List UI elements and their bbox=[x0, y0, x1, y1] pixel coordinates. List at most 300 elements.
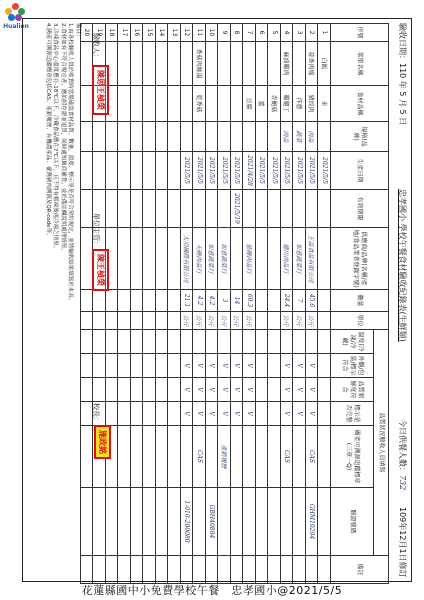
col-cert: 國產可溯源追蹤標章(三章一Q) bbox=[331, 426, 374, 488]
cell-note bbox=[193, 556, 206, 584]
col-temp: 溫度(冷凍/冷藏) bbox=[331, 330, 374, 354]
cell-label: V bbox=[193, 402, 206, 426]
cell-note bbox=[206, 556, 219, 584]
cell-note bbox=[268, 556, 281, 584]
cell-note bbox=[218, 556, 231, 584]
cell-supplier: 王品食品有限公司 bbox=[306, 228, 319, 290]
note-heading: 備註： bbox=[75, 23, 81, 40]
cell-empty bbox=[118, 122, 131, 152]
cell-seq: 17 bbox=[118, 24, 131, 42]
cell-spec bbox=[206, 122, 219, 152]
cell-temp bbox=[306, 330, 319, 354]
cell-cert-no bbox=[281, 488, 294, 556]
cell-qty: 4.2 bbox=[206, 290, 219, 312]
cell-prod-date: 2021/5/5 bbox=[318, 152, 331, 190]
cell-prod-date: 2021/4/28 bbox=[243, 152, 256, 190]
cell-temp bbox=[181, 330, 194, 354]
cell-appearance: V bbox=[206, 354, 219, 378]
cell-seq: 8 bbox=[231, 24, 244, 42]
cell-expiry bbox=[243, 190, 256, 228]
cell-freshness: V bbox=[281, 378, 294, 402]
cell-cert: CAS bbox=[306, 426, 319, 488]
cell-appearance: V bbox=[181, 354, 194, 378]
cell-qty: 60.3 bbox=[243, 290, 256, 312]
col-appearance: 外觀/包裝/標示符合 bbox=[331, 354, 374, 378]
cell-empty bbox=[143, 556, 156, 584]
cell-qty: 14 bbox=[231, 290, 244, 312]
cell-ingredient: 洋蔥 bbox=[293, 86, 306, 122]
unit-head-seal-stamp: 陳王楨榮 bbox=[92, 249, 109, 291]
rotated-page bbox=[23, 19, 411, 581]
cell-empty bbox=[156, 190, 169, 228]
cell-seq: 3 bbox=[293, 24, 306, 42]
cell-supplier bbox=[318, 228, 331, 290]
cell-empty bbox=[168, 190, 181, 228]
cell-empty bbox=[168, 330, 181, 354]
col-qty: 數量 bbox=[331, 290, 389, 312]
cell-note bbox=[243, 556, 256, 584]
cell-empty bbox=[131, 290, 144, 312]
table-row bbox=[193, 24, 206, 584]
cell-spec bbox=[268, 122, 281, 152]
cell-spec bbox=[318, 122, 331, 152]
cell-empty bbox=[143, 378, 156, 402]
cell-unit: 公斤 bbox=[243, 312, 256, 330]
cell-ingredient: 豬絞肉 bbox=[306, 86, 319, 122]
cell-empty bbox=[131, 556, 144, 584]
cell-cert-no bbox=[243, 488, 256, 556]
serving-count bbox=[397, 419, 408, 490]
table-row bbox=[281, 24, 294, 584]
note-item: 3.冷凍食品中心溫度應在-18℃以下，冷藏食品應在7℃以下，且不得有解凍後再冷凍之情形。 bbox=[52, 23, 59, 252]
cell-temp bbox=[218, 330, 231, 354]
cell-freshness bbox=[268, 378, 281, 402]
cell-ingredient: 豆腐 bbox=[243, 86, 256, 122]
cell-appearance: V bbox=[193, 354, 206, 378]
cell-ingredient bbox=[218, 86, 231, 122]
cell-appearance: V bbox=[306, 354, 319, 378]
cell-prod-date: 2021/5/5 bbox=[306, 152, 319, 190]
note-item: 4.國產可溯源追蹤標章包括CAS、產銷履歷、有機農產品、臺灣豬肉溯源及QR-code等。 bbox=[45, 23, 51, 239]
cell-empty bbox=[118, 190, 131, 228]
cell-cert-no bbox=[318, 488, 331, 556]
cell-note bbox=[318, 556, 331, 584]
cell-empty bbox=[143, 290, 156, 312]
cell-temp bbox=[231, 330, 244, 354]
cell-empty bbox=[118, 42, 131, 86]
cell-expiry bbox=[306, 190, 319, 228]
cell-empty bbox=[168, 426, 181, 488]
cell-seq: 5 bbox=[268, 24, 281, 42]
cell-dish bbox=[293, 42, 306, 86]
serving-count-value: 732 bbox=[398, 475, 407, 491]
cell-seq: 20 bbox=[81, 24, 94, 42]
cell-empty bbox=[131, 378, 144, 402]
cell-cert: CAS bbox=[281, 426, 294, 488]
cell-dish bbox=[243, 42, 256, 86]
cell-qty: 45.6 bbox=[306, 290, 319, 312]
cell-supplier bbox=[231, 228, 244, 290]
cell-note bbox=[293, 556, 306, 584]
cell-empty bbox=[168, 290, 181, 312]
cell-temp bbox=[206, 330, 219, 354]
cell-expiry: 2021/5/19 bbox=[231, 190, 244, 228]
cell-empty bbox=[131, 488, 144, 556]
col-freshness: 品質新鮮度符合 bbox=[331, 378, 374, 402]
cell-empty bbox=[118, 290, 131, 312]
cell-empty bbox=[168, 488, 181, 556]
cell-empty bbox=[156, 122, 169, 152]
cell-cert bbox=[268, 426, 281, 488]
col-spec: 規格(品牌) bbox=[331, 122, 389, 152]
cell-unit bbox=[256, 312, 269, 330]
col-expiry: 有效期限 bbox=[331, 190, 389, 228]
cell-cert-no: GHM10204 bbox=[306, 488, 319, 556]
cell-empty bbox=[131, 330, 144, 354]
cell-seq: 6 bbox=[256, 24, 269, 42]
cell-expiry bbox=[293, 190, 306, 228]
cell-empty bbox=[143, 402, 156, 426]
cell-empty bbox=[118, 426, 131, 488]
cell-unit bbox=[268, 312, 281, 330]
cell-expiry bbox=[268, 190, 281, 228]
cell-temp bbox=[193, 330, 206, 354]
cell-ingredient: 薑 bbox=[256, 86, 269, 122]
serving-count-label: 今日供餐人數： bbox=[398, 419, 407, 475]
cell-empty bbox=[143, 312, 156, 330]
cell-empty bbox=[131, 152, 144, 190]
note-item: 1.由各校驗收人員於收貨時當場確認食材品質、數量、溫度、標示等是否符合契約規定，並將驗收結果填寫於本表。 bbox=[67, 23, 74, 304]
cell-spec bbox=[243, 122, 256, 152]
cell-supplier bbox=[256, 228, 269, 290]
cell-empty bbox=[106, 190, 119, 228]
cell-empty bbox=[156, 378, 169, 402]
cell-cert-no bbox=[218, 488, 231, 556]
cell-supplier: 如意蔬菜行 bbox=[218, 228, 231, 290]
cell-ingredient bbox=[206, 86, 219, 122]
cell-seq: 1 bbox=[318, 24, 331, 42]
cell-empty bbox=[131, 354, 144, 378]
cell-empty bbox=[143, 86, 156, 122]
cell-empty bbox=[156, 42, 169, 86]
cell-label: V bbox=[281, 402, 294, 426]
cell-empty bbox=[118, 152, 131, 190]
cell-empty bbox=[156, 290, 169, 312]
cell-empty bbox=[168, 42, 181, 86]
cell-cert bbox=[318, 426, 331, 488]
cell-freshness: V bbox=[243, 378, 256, 402]
cell-temp bbox=[243, 330, 256, 354]
cell-label bbox=[318, 402, 331, 426]
cell-seq: 18 bbox=[106, 24, 119, 42]
cell-prod-date: 2021/5/5 bbox=[256, 152, 269, 190]
col-supplier: 供應商/品牌(名稱/產地/食品業者登錄字號) bbox=[331, 228, 389, 290]
cell-expiry bbox=[193, 190, 206, 228]
cell-qty: 7 bbox=[293, 290, 306, 312]
cell-label: V bbox=[293, 402, 306, 426]
cell-spec bbox=[218, 122, 231, 152]
cell-cert bbox=[206, 426, 219, 488]
header-line bbox=[391, 19, 411, 581]
cell-supplier: 大羽國際有限公司 bbox=[181, 228, 194, 290]
cell-dish bbox=[206, 42, 219, 86]
cell-empty bbox=[156, 556, 169, 584]
cell-cert: 產銷履歷 bbox=[218, 426, 231, 488]
cell-seq: 19 bbox=[93, 24, 106, 42]
table-header-row bbox=[374, 24, 389, 584]
cell-empty bbox=[131, 402, 144, 426]
cell-seq: 4 bbox=[281, 24, 294, 42]
table-row bbox=[206, 24, 219, 584]
cell-label: V bbox=[218, 402, 231, 426]
col-dish: 菜單名稱 bbox=[331, 42, 389, 86]
cell-dish bbox=[181, 42, 194, 86]
cell-seq: 14 bbox=[156, 24, 169, 42]
cell-empty bbox=[131, 312, 144, 330]
cell-ingredient: 杏鮑菇 bbox=[268, 86, 281, 122]
cell-empty bbox=[168, 402, 181, 426]
cell-appearance: V bbox=[218, 354, 231, 378]
cell-prod-date: 2021/5/5 bbox=[268, 152, 281, 190]
table-row bbox=[256, 24, 269, 584]
cell-freshness: V bbox=[218, 378, 231, 402]
inspection-table bbox=[80, 23, 389, 584]
unit-head-label: 單位主管： bbox=[92, 213, 100, 248]
cell-label: V bbox=[231, 402, 244, 426]
cell-seq: 16 bbox=[131, 24, 144, 42]
cell-temp bbox=[268, 330, 281, 354]
cell-cert bbox=[231, 426, 244, 488]
col-unit: 單位 bbox=[331, 312, 389, 330]
cell-cert-no bbox=[293, 488, 306, 556]
cell-unit bbox=[318, 312, 331, 330]
table-row bbox=[118, 24, 131, 584]
cell-ingredient bbox=[231, 86, 244, 122]
cell-prod-date: 2021/5/5 bbox=[293, 152, 306, 190]
col-prod-date: 生產日期 bbox=[331, 152, 389, 190]
cell-dish: 麻油雞肉 bbox=[281, 42, 294, 86]
cell-empty bbox=[156, 426, 169, 488]
table-row bbox=[181, 24, 194, 584]
cell-label: V bbox=[306, 402, 319, 426]
cell-empty bbox=[131, 190, 144, 228]
cell-empty bbox=[143, 122, 156, 152]
cell-freshness: V bbox=[306, 378, 319, 402]
col-ingredient: 食材品稱 bbox=[331, 86, 389, 122]
cell-unit: 公斤 bbox=[281, 312, 294, 330]
cell-expiry bbox=[181, 190, 194, 228]
cell-empty bbox=[143, 228, 156, 290]
receive-date: 驗收日期：110 年 5 月 5 日 bbox=[398, 23, 407, 126]
cell-freshness bbox=[318, 378, 331, 402]
cell-empty bbox=[168, 152, 181, 190]
cell-empty bbox=[106, 290, 119, 312]
table-row bbox=[318, 24, 331, 584]
cell-cert bbox=[243, 426, 256, 488]
cell-label: V bbox=[206, 402, 219, 426]
table-row bbox=[168, 24, 181, 584]
cell-expiry bbox=[218, 190, 231, 228]
cell-seq: 11 bbox=[193, 24, 206, 42]
cell-expiry bbox=[256, 190, 269, 228]
inspection-document bbox=[22, 18, 412, 582]
cell-cert-no bbox=[256, 488, 269, 556]
cell-appearance: V bbox=[293, 354, 306, 378]
cell-unit: 公斤 bbox=[181, 312, 194, 330]
cell-appearance bbox=[318, 354, 331, 378]
cell-expiry bbox=[281, 190, 294, 228]
cell-empty bbox=[143, 152, 156, 190]
receiver-label: 驗收人： bbox=[92, 33, 100, 61]
cell-dish: 香菇肉絲湯 bbox=[193, 42, 206, 86]
cell-empty bbox=[168, 354, 181, 378]
cell-empty bbox=[131, 228, 144, 290]
cell-dish: 白飯 bbox=[318, 42, 331, 86]
cell-seq: 10 bbox=[206, 24, 219, 42]
cell-cert-no: 1-010-200080 bbox=[181, 488, 194, 556]
cell-temp bbox=[293, 330, 306, 354]
cell-empty bbox=[106, 378, 119, 402]
cell-qty: 24.4 bbox=[281, 290, 294, 312]
cell-empty bbox=[118, 488, 131, 556]
cell-seq: 15 bbox=[143, 24, 156, 42]
cell-cert: CAS bbox=[193, 426, 206, 488]
cell-label bbox=[268, 402, 281, 426]
cell-dish: 蒜香肉燥 bbox=[306, 42, 319, 86]
cell-seq: 9 bbox=[218, 24, 231, 42]
cell-empty bbox=[156, 330, 169, 354]
cell-seq: 13 bbox=[168, 24, 181, 42]
cell-temp bbox=[281, 330, 294, 354]
cell-note bbox=[231, 556, 244, 584]
cell-empty bbox=[168, 312, 181, 330]
cell-empty bbox=[143, 190, 156, 228]
cell-unit: 公斤 bbox=[293, 312, 306, 330]
cell-empty bbox=[118, 556, 131, 584]
revision-date: 109年12月1日修訂 bbox=[398, 507, 407, 578]
receiver-seal-stamp: 陳思王楨榮 bbox=[92, 65, 109, 115]
principal-label: 校長： bbox=[92, 403, 100, 424]
cell-empty bbox=[156, 354, 169, 378]
cell-empty bbox=[143, 488, 156, 556]
cell-cert bbox=[293, 426, 306, 488]
cell-empty bbox=[168, 228, 181, 290]
logo-wordmark: Hualien bbox=[3, 23, 29, 30]
cell-cert-no: GBH40804 bbox=[206, 488, 219, 556]
cell-note bbox=[306, 556, 319, 584]
table-row bbox=[218, 24, 231, 584]
cell-dish bbox=[218, 42, 231, 86]
cell-label: V bbox=[243, 402, 256, 426]
cell-temp bbox=[256, 330, 269, 354]
cell-spec: 肉品 bbox=[281, 122, 294, 152]
cell-expiry bbox=[206, 190, 219, 228]
cell-empty bbox=[156, 152, 169, 190]
table-body bbox=[81, 24, 331, 584]
cell-prod-date: 2021/5/5 bbox=[281, 152, 294, 190]
cell-supplier bbox=[268, 228, 281, 290]
cell-supplier: 如意蔬菜行 bbox=[206, 228, 219, 290]
cell-appearance: V bbox=[231, 354, 244, 378]
cell-appearance: V bbox=[281, 354, 294, 378]
cell-prod-date: 2021/5/5 bbox=[218, 152, 231, 190]
cell-empty bbox=[106, 312, 119, 330]
cell-dish bbox=[268, 42, 281, 86]
cell-prod-date: 2021/5/5 bbox=[206, 152, 219, 190]
cell-qty bbox=[318, 290, 331, 312]
table-row bbox=[306, 24, 319, 584]
cell-empty bbox=[156, 402, 169, 426]
cell-ingredient: 雞腿丁 bbox=[281, 86, 294, 122]
cell-qty bbox=[256, 290, 269, 312]
page-caption: 花蓮縣國中小免費學校午餐 忠孝國小@2021/5/5 bbox=[81, 584, 343, 597]
cell-freshness: V bbox=[181, 378, 194, 402]
cell-freshness: V bbox=[231, 378, 244, 402]
cell-seq: 2 bbox=[306, 24, 319, 42]
cell-label bbox=[256, 402, 269, 426]
note-item: 2.食材如有不符合規定者，應拍照存證並退貨，同時通知廠商補貨，並於備註欄說明處理情形。 bbox=[60, 23, 66, 254]
cell-appearance bbox=[268, 354, 281, 378]
cell-unit: 公斤 bbox=[306, 312, 319, 330]
cell-empty bbox=[143, 426, 156, 488]
cell-dish bbox=[231, 42, 244, 86]
cell-prod-date: 2021/5/5 bbox=[181, 152, 194, 190]
notes-section bbox=[44, 23, 82, 579]
cell-spec bbox=[231, 122, 244, 152]
cell-seq: 7 bbox=[243, 24, 256, 42]
cell-empty bbox=[143, 354, 156, 378]
cell-cert-no bbox=[193, 488, 206, 556]
cell-prod-date: 2021/5/5 bbox=[193, 152, 206, 190]
cell-supplier: 德川肉品行 bbox=[281, 228, 294, 290]
cell-spec: 肉品 bbox=[306, 122, 319, 152]
cell-spec bbox=[181, 122, 194, 152]
cell-empty bbox=[131, 42, 144, 86]
cell-empty bbox=[106, 354, 119, 378]
cell-empty bbox=[118, 402, 131, 426]
cell-spec bbox=[256, 122, 269, 152]
cell-label: V bbox=[181, 402, 194, 426]
cell-empty bbox=[106, 402, 119, 426]
cell-empty bbox=[106, 122, 119, 152]
cell-empty bbox=[168, 122, 181, 152]
cell-empty bbox=[118, 378, 131, 402]
cell-freshness: V bbox=[193, 378, 206, 402]
cell-cert-no bbox=[268, 488, 281, 556]
cell-empty bbox=[118, 86, 131, 122]
cell-expiry bbox=[318, 190, 331, 228]
table-row bbox=[293, 24, 306, 584]
cell-ingredient: 米 bbox=[318, 86, 331, 122]
cell-temp bbox=[318, 330, 331, 354]
cell-empty bbox=[156, 86, 169, 122]
cell-dish bbox=[256, 42, 269, 86]
cell-empty bbox=[156, 312, 169, 330]
cell-empty bbox=[118, 330, 131, 354]
cell-qty: 3 bbox=[218, 290, 231, 312]
col-note: 備註 bbox=[331, 556, 389, 584]
cell-prod-date: 2021/5/5 bbox=[231, 152, 244, 190]
cell-empty bbox=[118, 312, 131, 330]
cell-seq: 12 bbox=[181, 24, 194, 42]
cell-empty bbox=[131, 122, 144, 152]
cell-empty bbox=[143, 330, 156, 354]
cell-empty bbox=[156, 488, 169, 556]
cell-unit: 公斤 bbox=[193, 312, 206, 330]
cell-empty bbox=[131, 426, 144, 488]
table-row bbox=[243, 24, 256, 584]
principal-seal-stamp: 施政銘 bbox=[94, 425, 111, 459]
